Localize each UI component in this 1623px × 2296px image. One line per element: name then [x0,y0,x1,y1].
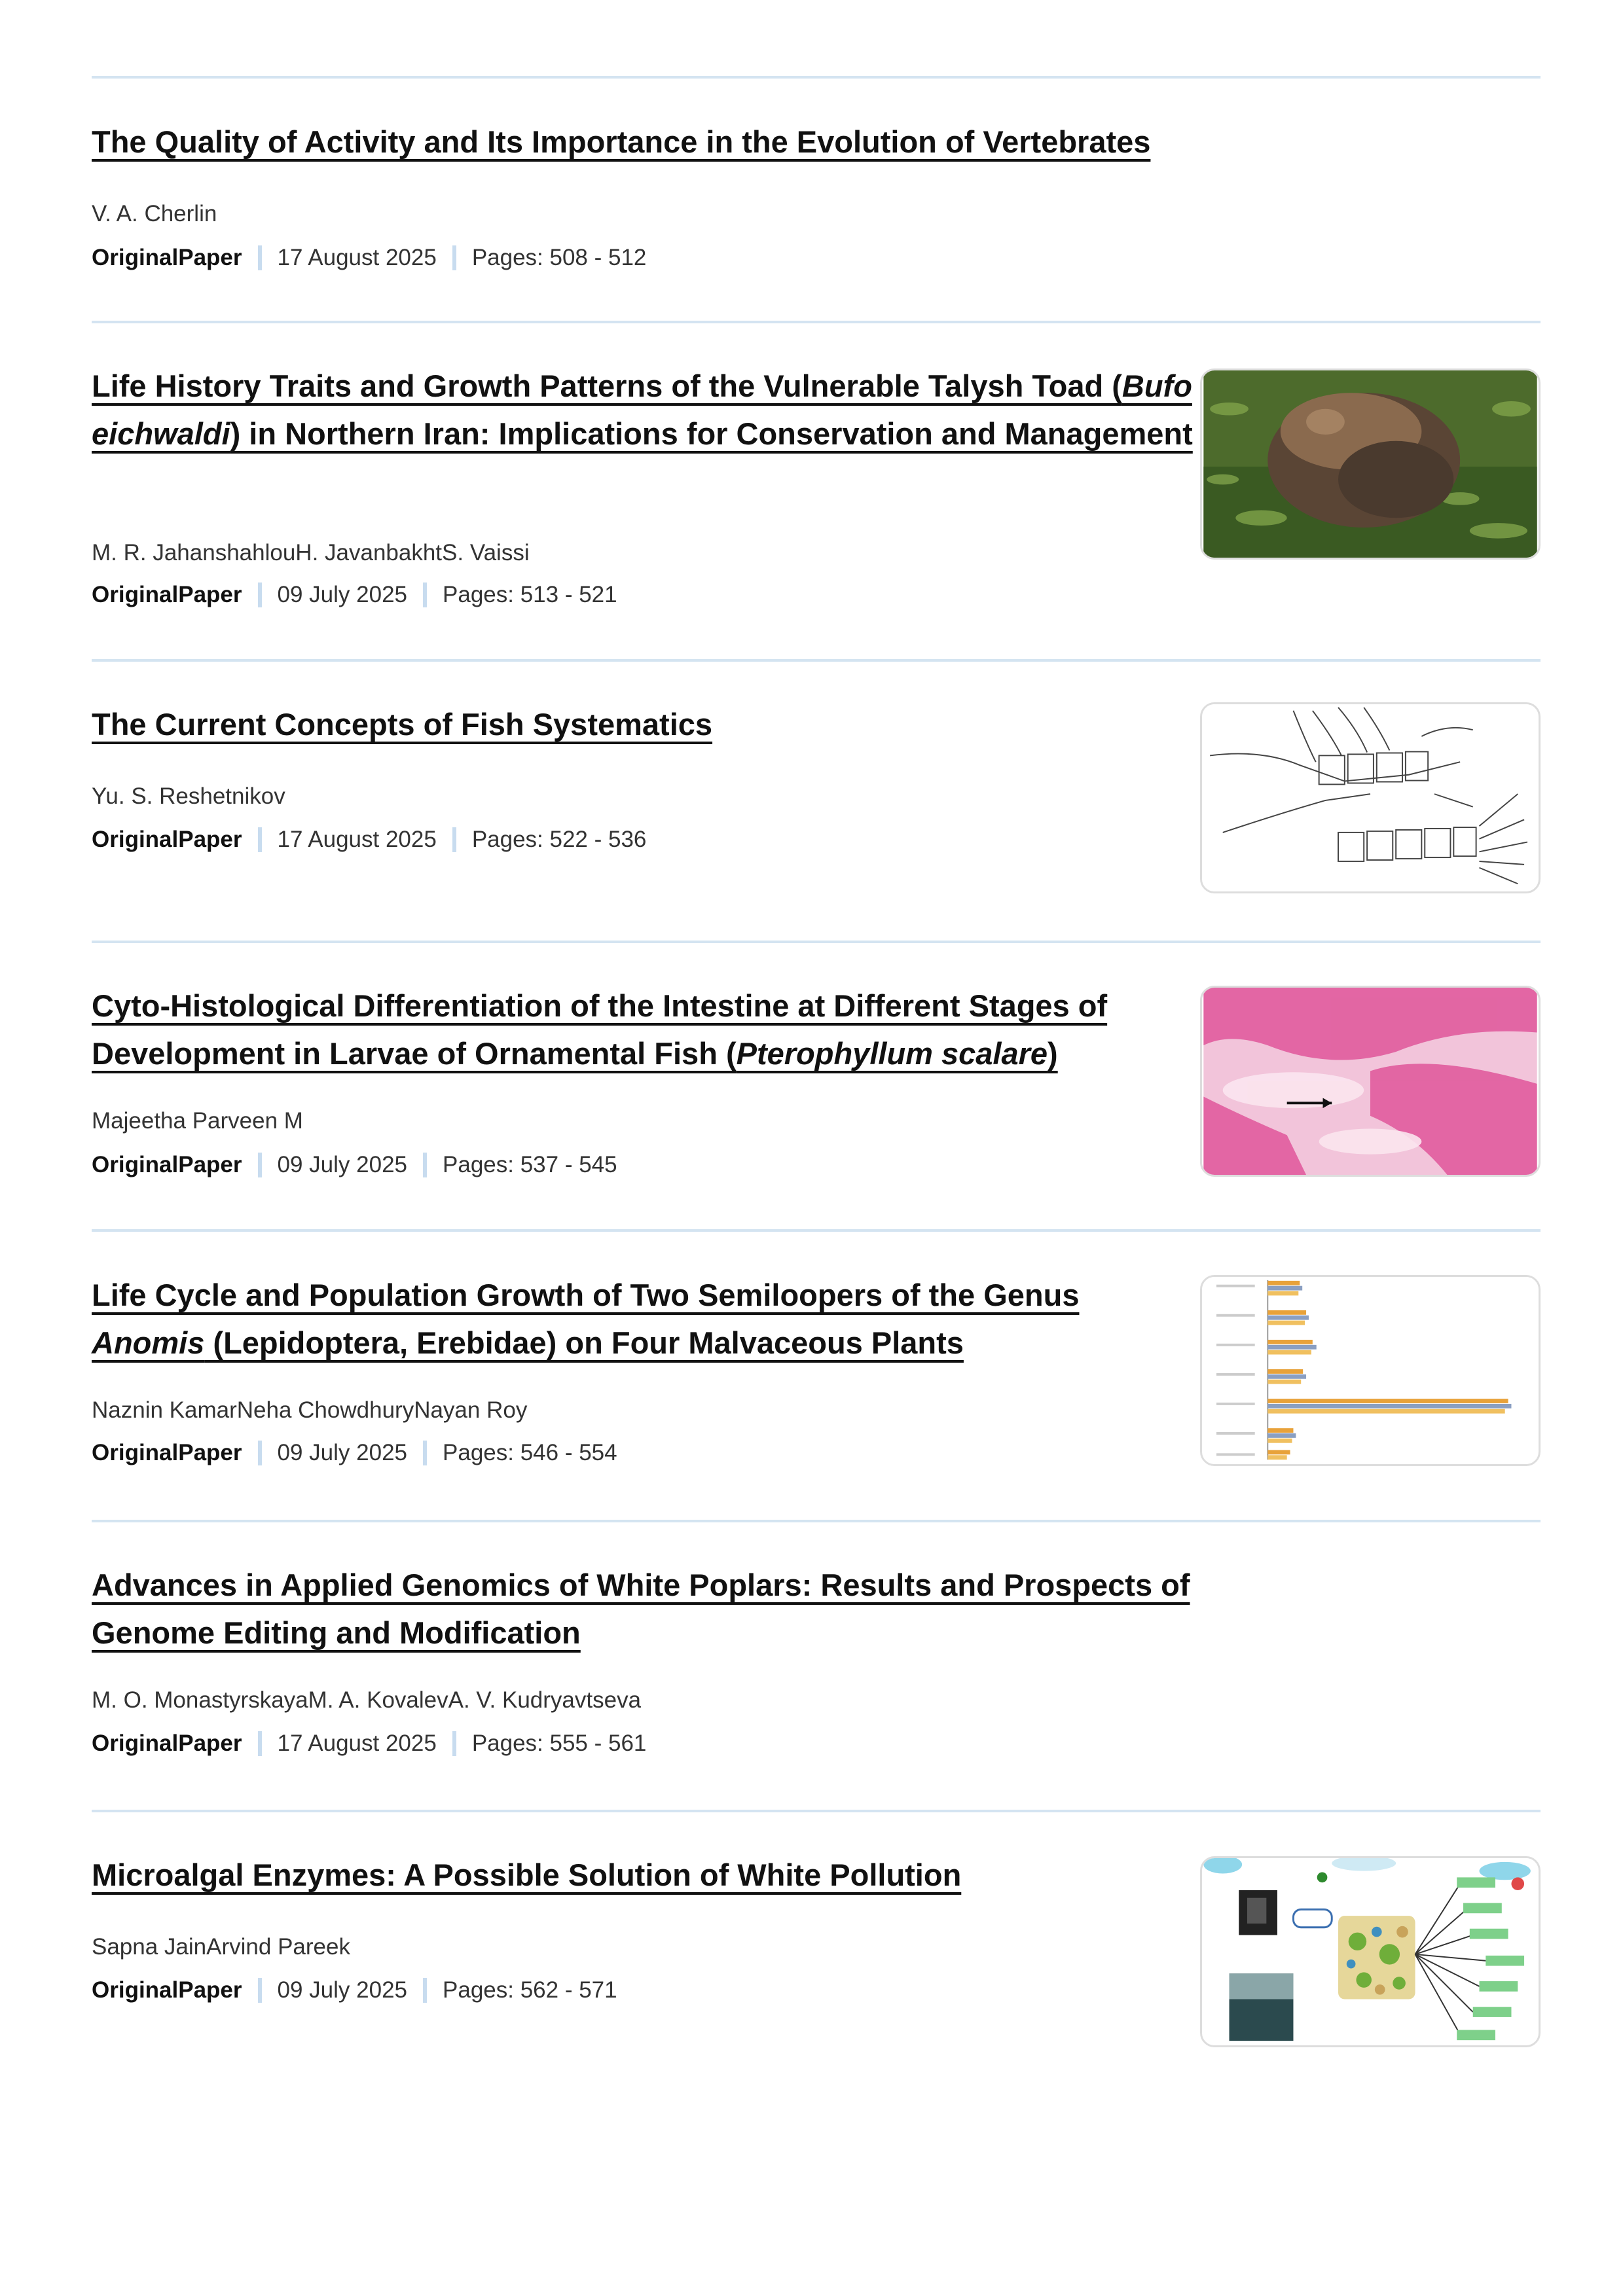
meta-separator [258,1153,262,1177]
article-type: OriginalPaper [92,1152,242,1177]
article-date: 17 August 2025 [277,1731,437,1756]
article-authors: Naznin KamarNeha ChowdhuryNayan Roy [92,1397,528,1423]
meta-separator [258,1978,262,2003]
article-authors: V. A. Cherlin [92,201,217,226]
article-pages: Pages: 537 - 545 [443,1152,617,1177]
divider [92,76,1541,79]
article-pages: Pages: 546 - 554 [443,1440,617,1465]
article-date: 09 July 2025 [277,582,408,607]
divider [92,659,1541,662]
meta-separator [452,245,456,270]
article-authors: Yu. S. Reshetnikov [92,783,285,809]
article-date: 09 July 2025 [277,1977,408,2003]
meta-separator [258,827,262,852]
article-meta [92,1977,617,2003]
article-type: OriginalPaper [92,1731,242,1756]
divider [92,1229,1541,1232]
article-type: OriginalPaper [92,1440,242,1465]
meta-separator [258,245,262,270]
meta-separator [452,1731,456,1756]
article-date: 17 August 2025 [277,827,437,852]
article-title [92,1271,1211,1367]
article-meta [92,1440,617,1466]
meta-separator [423,583,427,607]
article-authors: M. O. MonastyrskayaM. A. KovalevA. V. Kudryavtseva [92,1687,642,1713]
article-title [92,700,1211,748]
article-meta [92,1152,617,1178]
article-thumbnail[interactable] [1200,368,1541,560]
article-title-link[interactable]: The Quality of Activity and Its Importance in the Evolution of Vertebrates [92,124,1151,159]
divider [92,1520,1541,1522]
article-date: 17 August 2025 [277,245,437,270]
article-date: 09 July 2025 [277,1152,408,1177]
article-title-link[interactable]: Microalgal Enzymes: A Possible Solution of White Pollution [92,1857,962,1892]
article-authors: Sapna JainArvind Pareek [92,1934,350,1960]
article-type: OriginalPaper [92,1977,242,2003]
algae-diagram-icon [1202,1858,1539,2045]
article-title [92,1561,1244,1657]
article-authors: Majeetha Parveen M [92,1108,303,1134]
divider [92,321,1541,323]
fish-skeleton-drawing-icon [1202,704,1539,891]
article-title [92,118,1211,166]
article-title-link[interactable]: Life Cycle and Population Growth of Two Semiloopers of the Genus Anomis (Lepidoptera, Erebidae) on Four Malvaceous Plants [92,1278,1080,1360]
article-thumbnail[interactable] [1200,1856,1541,2047]
article-thumbnail[interactable] [1200,986,1541,1177]
divider [92,1810,1541,1812]
article-meta [92,582,617,608]
article-pages: Pages: 513 - 521 [443,582,617,607]
histology-micrograph-icon [1202,988,1539,1175]
meta-separator [423,1978,427,2003]
divider [92,941,1541,943]
article-title-link[interactable]: Advances in Applied Genomics of White Poplars: Results and Prospects of Genome Editing and Modification [92,1568,1190,1650]
meta-separator [258,1731,262,1756]
toad-photo-icon [1202,370,1539,558]
article-pages: Pages: 508 - 512 [471,245,647,270]
meta-separator [423,1153,427,1177]
article-title-link[interactable]: Cyto-Histological Differentiation of the Intestine at Different Stages of Development in Larvae of Ornamental Fish (Pterophyllum scalare) [92,988,1108,1071]
article-title [92,982,1211,1077]
article-meta [92,1731,646,1757]
article-meta [92,827,646,853]
article-type: OriginalPaper [92,582,242,607]
meta-separator [258,583,262,607]
article-title-link[interactable]: Life History Traits and Growth Patterns of the Vulnerable Talysh Toad (Bufo eichwaldi) in Northern Iran: Implications for Conservation and Management [92,368,1193,451]
article-title [92,362,1211,457]
article-date: 09 July 2025 [277,1440,408,1465]
article-title-link[interactable]: The Current Concepts of Fish Systematics [92,707,713,742]
article-authors: M. R. JahanshahlouH. JavanbakhtS. Vaissi [92,540,530,565]
article-pages: Pages: 562 - 571 [443,1977,617,2003]
article-meta [92,245,646,271]
bar-chart-thumbnail-icon [1202,1277,1539,1464]
meta-separator [452,827,456,852]
meta-separator [258,1441,262,1465]
article-title [92,1851,1211,1899]
article-thumbnail[interactable] [1200,1275,1541,1466]
article-type: OriginalPaper [92,245,242,270]
article-thumbnail[interactable] [1200,702,1541,893]
article-pages: Pages: 522 - 536 [471,827,647,852]
meta-separator [423,1441,427,1465]
article-type: OriginalPaper [92,827,242,852]
article-pages: Pages: 555 - 561 [471,1731,647,1756]
